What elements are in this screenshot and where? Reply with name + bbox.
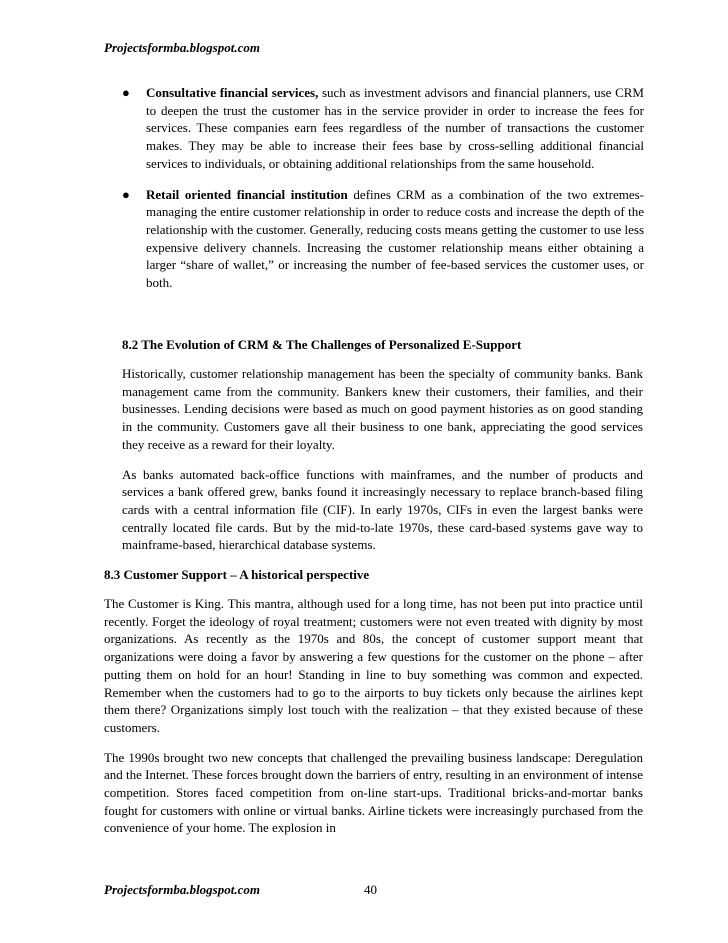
paragraph: The Customer is King. This mantra, although used for a long time, has not been put into practice until recently. Forget the ideology of royal treatment; customers were not even treated with dignity by most organizations. As recently as the 1970s and 80s, the concept of customer support meant that organizations were doing a favor by answering a few questions for the customer on the phone – after putting them on hold for an hour! Standing in line to buy something was common and expected. Remember when the customers had to go to the airports to buy tickets only because the airlines kept them there? Organizations simply lost touch with the realization – that they existed because of these customers. <box>104 596 643 735</box>
section-8-2 <box>122 337 643 566</box>
bullet-dot-icon: ● <box>122 85 130 100</box>
page-number: 40 <box>364 882 377 897</box>
bullet-dot-icon: ● <box>122 186 130 202</box>
paragraph: As banks automated back-office functions with mainframes, and the number of products and services a bank offered grew, banks found it increasingly necessary to replace branch-based filing cards with a central information file (CIF). In early 1970s, CIFs in even the largest banks were centrally located file cards. But by the mid-to-late 1970s, these card-based systems gave way to mainframe-based, hierarchical database systems. <box>122 466 643 553</box>
bullet-text: such as investment advisors and financial planners, use CRM to deepen the trust the customer has in the service provider in order to increase the fees for services. These companies earn fees regardless of the number of transactions the customer makes. They may be able to increase their fees base by cross-selling additional financial services to individuals, or obtaining additional relationships from the same household. <box>146 85 644 171</box>
paragraph: Historically, customer relationship management has been the specialty of community banks. Bank management came from the community. Bankers knew their customers, their families, and their businesses. Lending decisions were based as much on good payment histories as on good standing in the community. Customers gave all their business to one bank, appreciating the good services they receive as a reward for their loyalty. <box>122 366 643 452</box>
bullet-term: Consultative financial services, <box>146 85 319 100</box>
section-heading: 8.2 The Evolution of CRM & The Challenges of Personalized E-Support <box>122 337 522 352</box>
section-8-3 <box>104 567 643 849</box>
bullet-item <box>104 84 644 173</box>
header-site: Projectsformba.blogspot.com <box>104 40 260 55</box>
footer-site: Projectsformba.blogspot.com <box>104 882 260 897</box>
paragraph: The 1990s brought two new concepts that challenged the prevailing business landscape: Deregulation and the Internet. These forces brought down the barriers of entry, resulting in an environment of intense competition. Stores faced competition from on-line start-ups. Traditional bricks-and-mortar banks fought for customers with online or virtual banks. Airline tickets were increasingly purchased from the convenience of your home. The explosion in <box>104 749 643 836</box>
bullet-term: Retail oriented financial institution <box>146 186 348 202</box>
bullet-item <box>104 186 644 292</box>
bullet-text: defines CRM as a combination of the two extremes- managing the entire customer relationship in order to reduce costs and increase the depth of the relationship with the customer. Generally, reducing costs means getting the customer to use less expensive delivery channels. Increasing the customer relationship means either obtaining a larger “share of wallet,” or increasing the number of fee-based services the customer uses, or both. <box>146 186 644 291</box>
section-heading: 8.3 Customer Support – A historical perspective <box>104 567 370 582</box>
bullet-list <box>104 84 644 305</box>
